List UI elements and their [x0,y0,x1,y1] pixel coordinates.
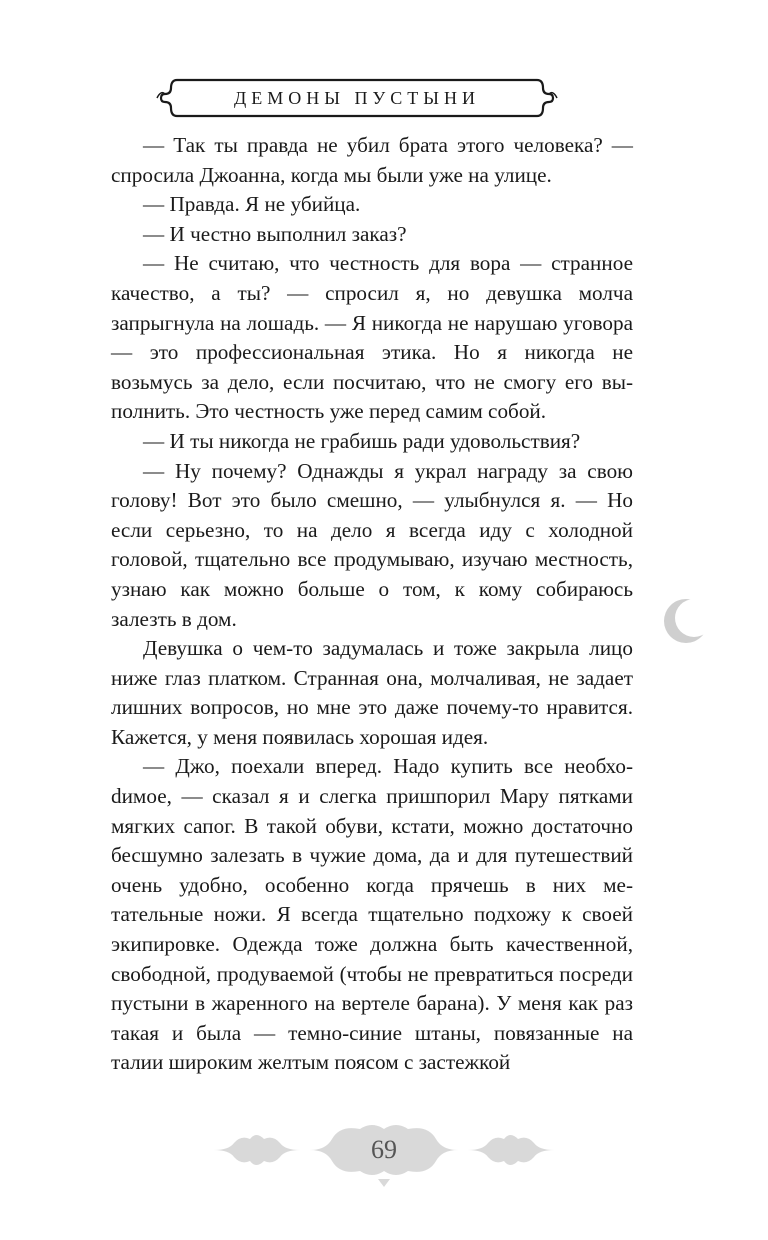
paragraph-6: — Ну почему? Однажды я украл награду за свою голову! Вот это было смешно, — улыбнулся я. — Но если серьезно, то на дело я всегда иду с холодной головой, тщательно все продумываю, изучаю местность, узнаю как можно больше о том, к кому собираюсь залезть в дом. [111,458,633,631]
paragraph-2: — Правда. Я не убийца. [143,192,361,217]
paragraph-1: — Так ты правда не убил брата этого человека? — спросила Джоанна, когда мы были уже на улице. [111,133,633,187]
body-text [111,131,633,1078]
page-number: 69 [371,1135,397,1164]
page-footer [214,1121,554,1191]
paragraph-5: — И ты никогда не грабишь ради удовольствия? [143,428,581,453]
paragraph-4: — Не считаю, что честность для вора — странное качество, а ты? — спросил я, но девушка молча запрыгнула на лошадь. — Я никогда не нарушаю уговора — это профессиональная этика. Но я никогда не возьмусь за дело, если посчитаю, что не смогу его выполнить. Это честность уже перед самим собой. [111,251,633,424]
crescent-moon-icon [663,597,705,651]
paragraph-7: Девушка о чем-то задумалась и тоже закрыла лицо ниже глаз платком. Странная она, молчаливая, не задает лишних вопросов, но мне это даже почему-то нравится. Кажется, у меня появилась хорошая идея. [111,636,633,749]
paragraph-3: — И честно выполнил заказ? [143,221,407,246]
book-title: ДЕМОНЫ ПУСТЫНИ [234,87,480,108]
paragraph-8: — Джо, поехали вперед. Надо купить все необхоdимое, — сказал я и слегка пришпорил Мару пятками мягких сапог. В такой обуви, кстати, можно достаточно бесшумно залезать в чужие дома, да и для путешествий очень удобно, особенно когда прячешь в них метательные ножи. Я всегда тщательно подхожу к своей экипировке. Одежда тоже должна быть качественной, свободной, продуваемой (чтобы не превратиться посреди пустыни в жаренного на вертеле барана). У меня как раз такая и была — темно-синие штаны, повязанные на талии широким желтым поясом с застежкой [111,754,633,1075]
running-header [155,77,559,119]
